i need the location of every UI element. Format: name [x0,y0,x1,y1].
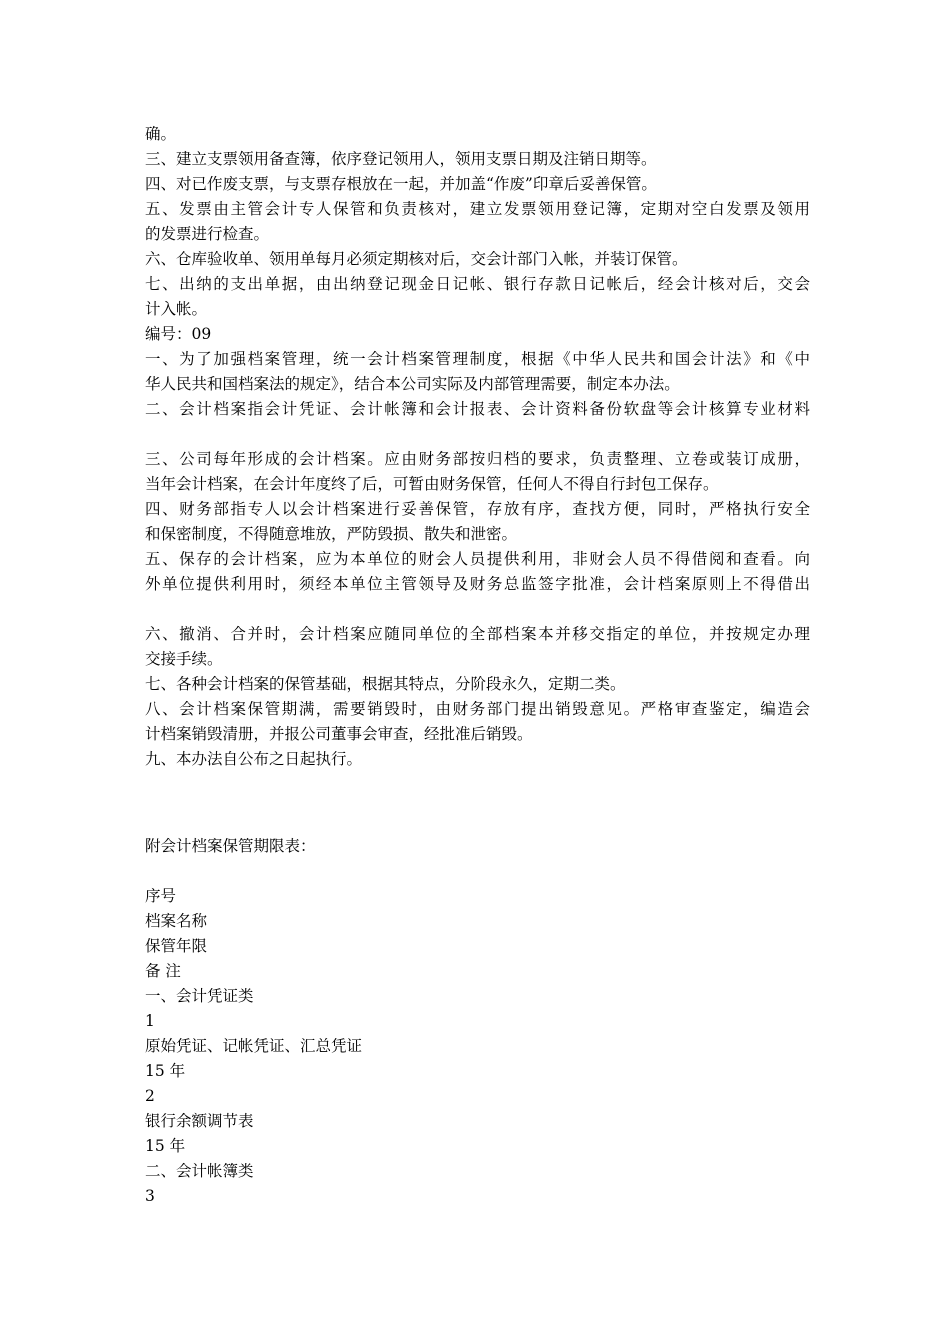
appendix-title: 附会计档案保管期限表： [145,837,316,855]
paragraph-line: 四、财务部指专人以会计档案进行妥善保管，存放有序，查找方便，同时，严格执行安全 [145,500,810,518]
table-cell: 备 注 [145,962,181,980]
paragraph-line: 三、公司每年形成的会计档案。应由财务部按归档的要求，负责整理、立卷或装订成册， [145,450,810,468]
table-cell: 2 [145,1087,155,1105]
paragraph-line: 计档案销毁清册，并报公司董事会审查，经批准后销毁。 [145,725,533,743]
spacer [145,772,810,834]
table-cell: 一、会计凭证类 [145,987,254,1005]
blank-line [145,597,810,622]
paragraph-line: 华人民共和国档案法的规定》，结合本公司实际及内部管理需要，制定本办法。 [145,375,680,393]
blank-line [145,859,810,884]
section-a [145,122,810,422]
paragraph-line: 二、会计档案指会计凭证、会计帐簿和会计报表、会计资料备份软盘等会计核算专业材料 [145,400,810,418]
table-cell: 银行余额调节表 [145,1112,254,1130]
table-cell: 15 年 [145,1062,186,1080]
paragraph-line: 五、发票由主管会计专人保管和负责核对，建立发票领用登记簿，定期对空白发票及领用 [145,200,810,218]
table-cell: 原始凭证、记帐凭证、汇总凭证 [145,1037,363,1055]
section-b [145,447,810,597]
table-cell: 二、会计帐簿类 [145,1162,254,1180]
paragraph-line: 的发票进行检查。 [145,225,270,243]
paragraph-line: 六、仓库验收单、领用单每月必须定期核对后，交会计部门入帐，并装订保管。 [145,250,688,268]
blank-line [145,422,810,447]
paragraph-line: 外单位提供利用时，须经本单位主管领导及财务总监签字批准，会计档案原则上不得借出 [145,575,810,593]
paragraph-line: 五、保存的会计档案，应为本单位的财会人员提供利用，非财会人员不得借阅和查看。向 [145,550,810,568]
table-cell: 档案名称 [145,912,208,930]
paragraph-line: 计入帐。 [145,300,208,318]
paragraph-line: 确。 [145,125,177,143]
paragraph-line: 和保密制度，不得随意堆放，严防毁损、散失和泄密。 [145,525,518,543]
paragraph-line: 三、建立支票领用备查簿，依序登记领用人，领用支票日期及注销日期等。 [145,150,657,168]
table-cell: 1 [145,1012,155,1030]
table-cell: 保管年限 [145,937,208,955]
paragraph-line: 一、为了加强档案管理，统一会计档案管理制度，根据《中华人民共和国会计法》和《中 [145,350,810,368]
paragraph-line: 七、出纳的支出单据，由出纳登记现金日记帐、银行存款日记帐后，经会计核对后，交会 [145,275,810,293]
retention-table [145,884,810,1209]
paragraph-line: 编号：09 [145,325,212,343]
paragraph-line: 八、会计档案保管期满，需要销毁时，由财务部门提出销毁意见。严格审查鉴定，编造会 [145,700,810,718]
table-cell: 3 [145,1187,155,1205]
paragraph-line: 当年会计档案，在会计年度终了后，可暂由财务保管，任何人不得自行封包工保存。 [145,475,719,493]
table-cell: 15 年 [145,1137,186,1155]
section-c [145,622,810,772]
paragraph-line: 六、撤消、合并时，会计档案应随同单位的全部档案本并移交指定的单位，并按规定办理 [145,625,810,643]
document-body [145,122,810,1209]
paragraph-line: 七、各种会计档案的保管基础，根据其特点，分阶段永久，定期二类。 [145,675,626,693]
paragraph-line: 交接手续。 [145,650,223,668]
table-cell: 序号 [145,887,177,905]
paragraph-line: 九、本办法自公布之日起执行。 [145,750,363,768]
paragraph-line: 四、对已作废支票，与支票存根放在一起，并加盖“作废”印章后妥善保管。 [145,175,657,193]
